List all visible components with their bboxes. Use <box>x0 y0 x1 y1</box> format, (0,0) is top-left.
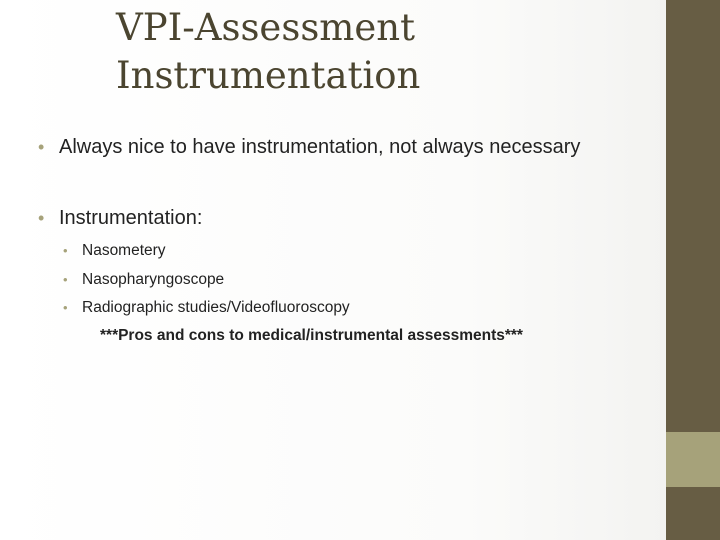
pros-cons-note: ***Pros and cons to medical/instrumental assessments*** <box>100 327 523 344</box>
sub-bullet-text: Nasopharyngoscope <box>82 271 225 288</box>
sub-bullet-item <box>63 241 623 261</box>
sub-bullet-marker-icon: • <box>63 300 68 315</box>
right-accent-block <box>666 432 720 487</box>
sub-bullet-marker-icon: • <box>63 272 68 287</box>
sub-bullet-marker-icon: • <box>63 243 68 258</box>
bullet-item <box>38 134 638 161</box>
sub-bullet-text: Radiographic studies/Videofluoroscopy <box>82 299 350 316</box>
bullet-marker-icon: • <box>38 137 45 157</box>
bullet-marker-icon: • <box>38 208 45 228</box>
title-line-2: Instrumentation <box>116 54 421 97</box>
sub-bullet-item <box>63 270 623 290</box>
sub-bullet-item <box>63 298 623 318</box>
title-line-1: VPI-Assessment <box>116 6 415 49</box>
sub-bullet-text: Nasometery <box>82 242 166 259</box>
bullet-text: Instrumentation: <box>59 207 203 229</box>
bullet-item <box>38 205 638 232</box>
bullet-text: Always nice to have instrumentation, not always necessary <box>59 136 581 158</box>
